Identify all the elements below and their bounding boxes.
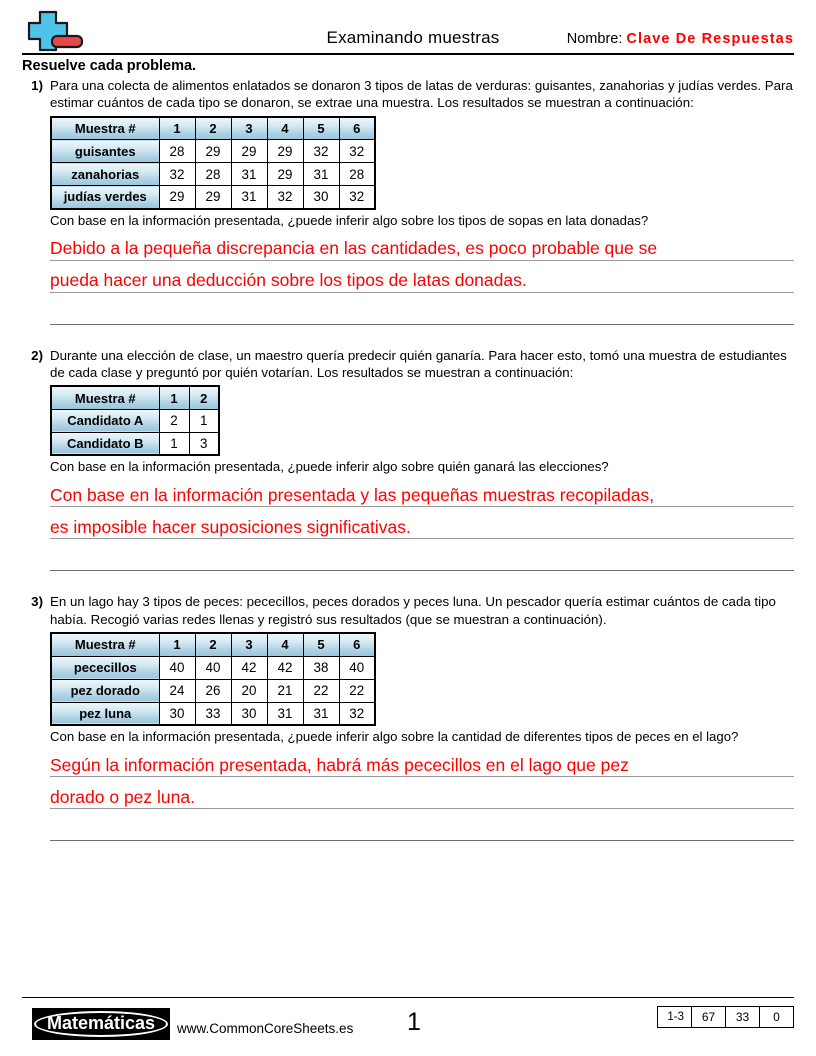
table-cell: 33 — [195, 702, 231, 725]
table-row — [51, 656, 375, 679]
row-label: pez dorado — [51, 679, 159, 702]
table-cell: 31 — [231, 186, 267, 209]
answer-line-blank[interactable] — [50, 539, 794, 571]
problem-question: Con base en la información presentada, ¿puede inferir algo sobre la cantidad de diferentes tipos de peces en el lago? — [50, 729, 739, 744]
table-cell: 28 — [159, 140, 195, 163]
row-label: Candidato A — [51, 409, 159, 432]
table-header-row — [51, 633, 375, 656]
table-cell: 40 — [339, 656, 375, 679]
table-cell: 29 — [195, 186, 231, 209]
table-cell: 29 — [267, 140, 303, 163]
row-label: zanahorias — [51, 163, 159, 186]
table-cell: 31 — [303, 702, 339, 725]
problem-question: Con base en la información presentada, ¿puede inferir algo sobre quién ganará las elecciones? — [50, 459, 609, 475]
header-divider — [22, 53, 794, 55]
name-value: Clave De Respuestas — [626, 31, 794, 47]
table-cell: 29 — [231, 140, 267, 163]
table-cell: 42 — [267, 656, 303, 679]
problem-3 — [22, 593, 794, 841]
table-cell: 38 — [303, 656, 339, 679]
answer-line-blank[interactable] — [50, 809, 794, 841]
table-row — [51, 186, 375, 209]
table-cell: 32 — [339, 140, 375, 163]
row-label: guisantes — [51, 140, 159, 163]
table-cell: 31 — [267, 702, 303, 725]
site-url: www.CommonCoreSheets.es — [177, 1021, 354, 1036]
row-label: pececillos — [51, 656, 159, 679]
table-row — [51, 679, 375, 702]
column-header: 1 — [159, 117, 195, 140]
table-row — [51, 432, 219, 455]
table-cell: 29 — [267, 163, 303, 186]
table-cell: 1 — [159, 432, 189, 455]
table-cell: 3 — [189, 432, 219, 455]
table-cell: 1 — [189, 409, 219, 432]
score-cell: 33 — [725, 1007, 759, 1027]
problem-number: 2) — [31, 347, 43, 363]
table-cell: 30 — [231, 702, 267, 725]
table-cell: 2 — [159, 409, 189, 432]
page-footer — [22, 997, 794, 1042]
problem-number: 1) — [31, 78, 43, 93]
score-cell: 67 — [691, 1007, 725, 1027]
score-box — [657, 1006, 794, 1028]
table-cell: 32 — [303, 140, 339, 163]
column-header: 5 — [303, 633, 339, 656]
table-cell: 26 — [195, 679, 231, 702]
table-cell: 30 — [159, 702, 195, 725]
problem-question: Con base en la información presentada, ¿puede inferir algo sobre los tipos de sopas en lata donadas? — [50, 212, 649, 228]
table-cell: 32 — [339, 702, 375, 725]
column-header: 2 — [195, 633, 231, 656]
answer-line[interactable] — [50, 229, 794, 261]
row-label: Candidato B — [51, 432, 159, 455]
data-table-1 — [50, 116, 376, 210]
table-corner-header: Muestra # — [51, 117, 159, 140]
answer-text: dorado o pez luna. — [50, 786, 195, 807]
score-range: 1-3 — [667, 1011, 684, 1023]
page-number: 1 — [407, 1008, 421, 1036]
answer-text: Debido a la pequeña discrepancia en las cantidades, es poco probable que se — [50, 238, 658, 259]
problem-2 — [22, 347, 794, 572]
answer-text: Según la información presentada, habrá más pececillos en el lago que pez — [50, 754, 629, 775]
column-header: 5 — [303, 117, 339, 140]
answer-line[interactable] — [50, 507, 794, 539]
table-cell: 32 — [339, 186, 375, 209]
table-cell: 22 — [339, 679, 375, 702]
problem-statement: Durante una elección de clase, un maestro quería predecir quién ganaría. Para hacer esto, tomó una muestra de estudiantes de cada clase y preguntó por quién votarían. Los resultados se muestran a continuación: — [50, 347, 787, 380]
name-field — [567, 31, 794, 47]
table-cell: 21 — [267, 679, 303, 702]
table-header-row — [51, 117, 375, 140]
data-table-3 — [50, 632, 376, 726]
row-label: pez luna — [51, 702, 159, 725]
column-header: 6 — [339, 117, 375, 140]
table-cell: 42 — [231, 656, 267, 679]
problem-statement: Para una colecta de alimentos enlatados se donaron 3 tipos de latas de verduras: guisantes, zanahorias y judías verdes. Para estimar cuántos de cada tipo se donaron, se extrae una muestra. Los resultados se muestran a continuación: — [50, 78, 793, 111]
table-corner-header: Muestra # — [51, 633, 159, 656]
answer-line[interactable] — [50, 777, 794, 809]
page-header — [22, 0, 794, 52]
answer-line-blank[interactable] — [50, 293, 794, 325]
column-header: 4 — [267, 117, 303, 140]
table-cell: 32 — [267, 186, 303, 209]
answer-line[interactable] — [50, 261, 794, 293]
table-cell: 40 — [195, 656, 231, 679]
table-cell: 28 — [195, 163, 231, 186]
column-header: 2 — [189, 386, 219, 409]
table-cell: 28 — [339, 163, 375, 186]
score-cell: 0 — [759, 1007, 793, 1027]
table-cell: 29 — [195, 140, 231, 163]
table-corner-header: Muestra # — [51, 386, 159, 409]
table-cell: 32 — [159, 163, 195, 186]
answer-line[interactable] — [50, 475, 794, 507]
table-row — [51, 163, 375, 186]
answer-text: Con base en la información presentada y las pequeñas muestras recopiladas, — [50, 484, 655, 505]
column-header: 3 — [231, 117, 267, 140]
table-cell: 30 — [303, 186, 339, 209]
table-cell: 31 — [231, 163, 267, 186]
row-label: judías verdes — [51, 186, 159, 209]
column-header: 2 — [195, 117, 231, 140]
column-header: 1 — [159, 386, 189, 409]
table-header-row — [51, 386, 219, 409]
answer-text: es imposible hacer suposiciones significativas. — [50, 516, 411, 537]
table-cell: 24 — [159, 679, 195, 702]
problem-number: 3) — [31, 594, 43, 610]
column-header: 4 — [267, 633, 303, 656]
table-cell: 31 — [303, 163, 339, 186]
table-row — [51, 140, 375, 163]
column-header: 1 — [159, 633, 195, 656]
problem-statement: En un lago hay 3 tipos de peces: pececillos, peces dorados y peces luna. Un pescador quería estimar cuántos de cada tipo había. Recogió varias redes llenas y registró sus resultados (que se muestran a continuación). — [50, 594, 776, 627]
column-header: 3 — [231, 633, 267, 656]
answer-line[interactable] — [50, 745, 794, 777]
footer-divider — [22, 997, 794, 998]
brand-label: Matemáticas — [34, 1011, 168, 1037]
page-title: Examinando muestras — [326, 28, 500, 47]
name-label: Nombre: — [566, 31, 623, 47]
table-cell: 40 — [159, 656, 195, 679]
table-row — [51, 409, 219, 432]
instructions-text: Resuelve cada problema. — [22, 58, 197, 74]
table-cell: 20 — [231, 679, 267, 702]
table-row — [51, 702, 375, 725]
data-table-2 — [50, 385, 220, 456]
problem-1 — [22, 77, 794, 325]
column-header: 6 — [339, 633, 375, 656]
table-cell: 29 — [159, 186, 195, 209]
table-cell: 22 — [303, 679, 339, 702]
answer-text: pueda hacer una deducción sobre los tipos de latas donadas. — [50, 270, 527, 291]
